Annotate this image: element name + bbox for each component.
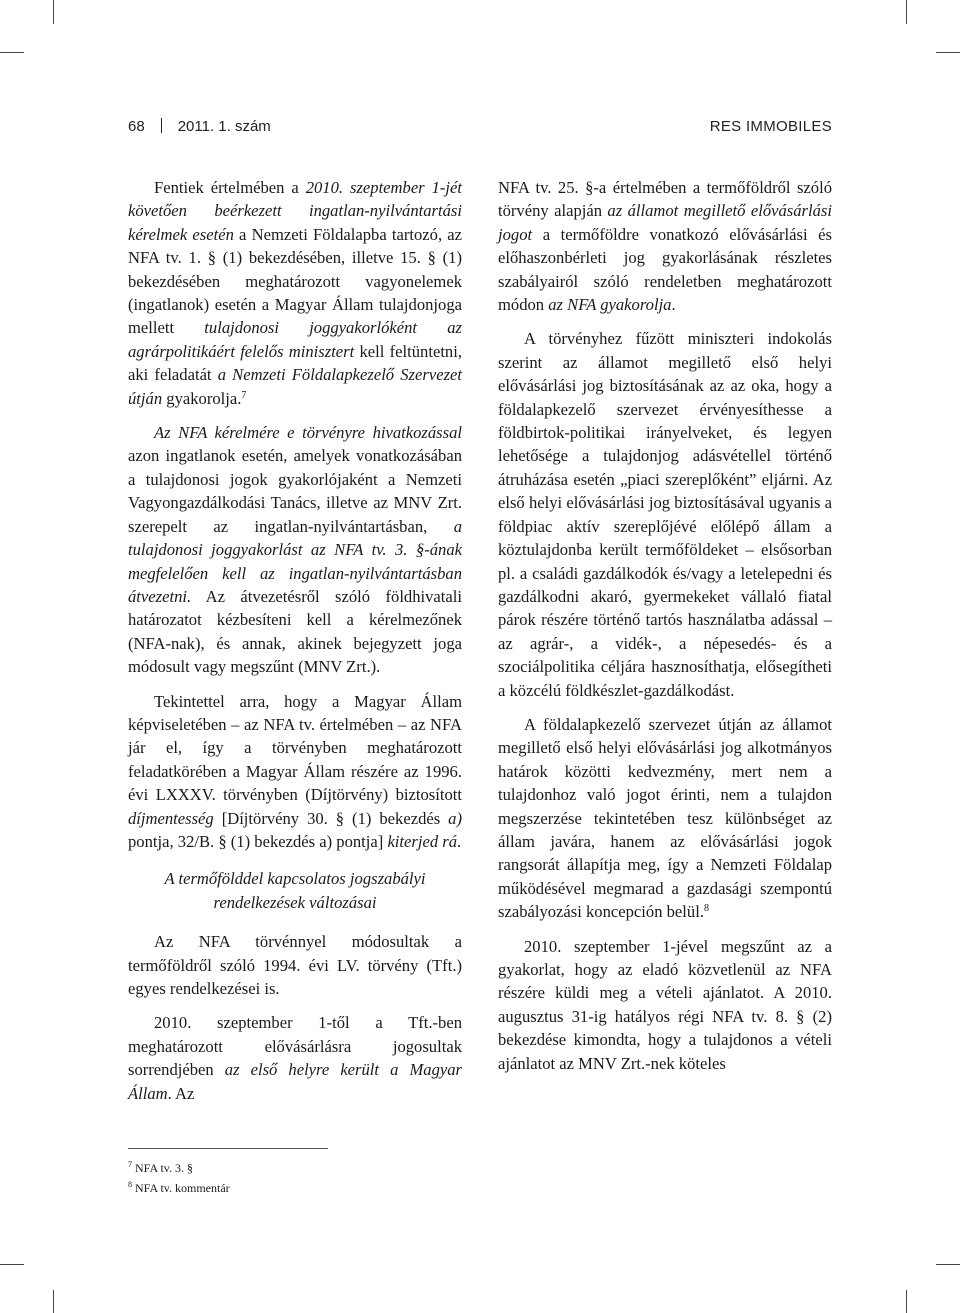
left-column (128, 176, 462, 1116)
crop-mark-top-left-h (0, 52, 24, 53)
running-header (128, 118, 832, 142)
paragraph: Az NFA törvénnyel módosultak a termőföldről szóló 1994. évi LV. törvény (Tft.) egyes rendelkezései is. (128, 932, 462, 998)
paragraph: NFA tv. 25. §-a értelmében a termőföldről szóló törvény alapján az államot megillető elővásárlási jogot a termőföldre vonatkozó elővásárlási és előhaszonbérleti jog gyakorlásának részletes szabályairól szóló rendeletben meghatározott módon az NFA gyakorolja. (498, 178, 832, 315)
footnote: $^7$ NFA tv. 3. § (128, 1160, 194, 1175)
paragraph: Az NFA kérelmére e törvényre hivatkozással azon ingatlanok esetén, amelyek vonatkozásában a tulajdonosi jogok gyakorlójaként a Nemzeti Vagyongazdálkodási Tanács, illetve az MNV Zrt. szerepelt az ingatlan-nyilvántartásban, a tulajdonosi joggyakorlást az NFA tv. 3. §-ának megfelelően kell az ingatlan-nyilvántartásban átvezetni. Az átvezetésről szóló földhivatali határozatot kézbesíteni kell a kérelmezőnek (NFA-nak), és annak, akinek bejegyzett joga módosult vagy megszűnt (MNV Zrt.). (128, 423, 462, 677)
crop-mark-bottom-left (53, 1290, 54, 1313)
crop-mark-bottom-left-h (0, 1264, 24, 1265)
footnote: $^8$ NFA tv. kommentár (128, 1180, 230, 1195)
crop-mark-top-right (906, 0, 907, 24)
right-column (498, 176, 832, 1086)
paragraph: 2010. szeptember 1-jével megszűnt az a gyakorlat, hogy az eladó közvetlenül az NFA részére küldi meg a vételi ajánlatot. A 2010. augusztus 31-ig hatályos régi NFA tv. 8. § (2) bekezdése kimondta, hogy a tulajdonos a vételi ajánlatot az MNV Zrt.-nek köteles (498, 936, 832, 1073)
header-separator (161, 118, 162, 133)
paragraph: Tekintettel arra, hogy a Magyar Állam képviseletében – az NFA tv. értelmében – az NFA jár el, így a törvényben meghatározott feladatkörében a Magyar Állam részére az 1996. évi LXXXV. törvényben (Díjtörvény) biztosított díjmentesség [Díjtörvény 30. § (1) bekezdés a) pontja, 32/B. § (1) bekezdés a) pontja] kiterjed rá. (128, 691, 462, 851)
journal-title: RES IMMOBILES (709, 118, 832, 135)
header-left (128, 118, 271, 135)
footnote-rule (128, 1148, 328, 1149)
footnote-ref: 7 (241, 389, 247, 401)
paragraph: A földalapkezelő szervezet útján az államot megillető első helyi elővásárlási jog alkotmányos határok közötti kedvezmény, mert nem a tulajdonhoz való jogot érinti, nem a tulajdon megszerzése tekintetében tesz különbséget az állam javára, hanem az elővásárlási jogok rangsorát állapítja meg, így a Nemzeti Földalap működésével megmarad a gazdasági szempontú szabályozási koncepción belül.$^8$ (498, 714, 832, 922)
crop-mark-bottom-right (906, 1290, 907, 1313)
page-number: 68 (128, 118, 145, 135)
paragraph: Fentiek értelmében a 2010. szeptember 1-jét követően beérkezett ingatlan-nyilvántartási kérelmek esetén a Nemzeti Földalapba tartozó, az NFA tv. 1. § (1) bekezdésében, illetve 15. § (1) bekezdésében meghatározott vagyonelemek (ingatlanok) esetén a Magyar Állam tulajdonjoga mellett tulajdonosi joggyakorlóként az agrárpolitikáért felelős minisztert kell feltüntetni, aki feladatát a Nemzeti Földalapkezelő Szervezet útján gyakorolja.$^7$ (128, 178, 463, 408)
crop-mark-top-left (53, 0, 54, 24)
section-heading: A termőfölddel kapcsolatos jogszabályi rendelkezések változásai (164, 869, 426, 912)
crop-mark-bottom-right-h (936, 1264, 960, 1265)
paragraph: A törvényhez fűzött miniszteri indokolás szerint az államot megillető első helyi elővásárlási jog biztosításának az az oka, hogy a földalapkezelő szervezet érvényesíthesse a földbirtok-politikai irányelveket, és legyen lehetősége a tulajdonjog adásvétellel történő átruházása esetén „piaci szereplőként” eljárni. Az első helyi elővásárlási jog biztosításával ugyanis a földpiac aktív szereplőjévé előlépő állam a köztulajdonba került termőföldeket – elsősorban pl. a családi gazdálkodók és/vagy a letelepedni és gazdálkodni akaró, gyermekeket vállaló fiatal párok részére történő tartós használatba adással – az agrár-, a vidék-, a népesedés- és a szociálpolitika céljára hasznosíthatja, elősegítheti a közcélú földkészlet-gazdálkodást. (498, 329, 832, 700)
footnotes (128, 1158, 230, 1198)
issue-label: 2011. 1. szám (177, 118, 271, 135)
paragraph: 2010. szeptember 1-től a Tft.-ben meghatározott elővásárlásra jogosultak sorrendjében az első helyre került a Magyar Állam. Az (128, 1013, 462, 1103)
crop-mark-top-right-h (936, 52, 960, 53)
footnote-ref: 8 (703, 903, 709, 915)
